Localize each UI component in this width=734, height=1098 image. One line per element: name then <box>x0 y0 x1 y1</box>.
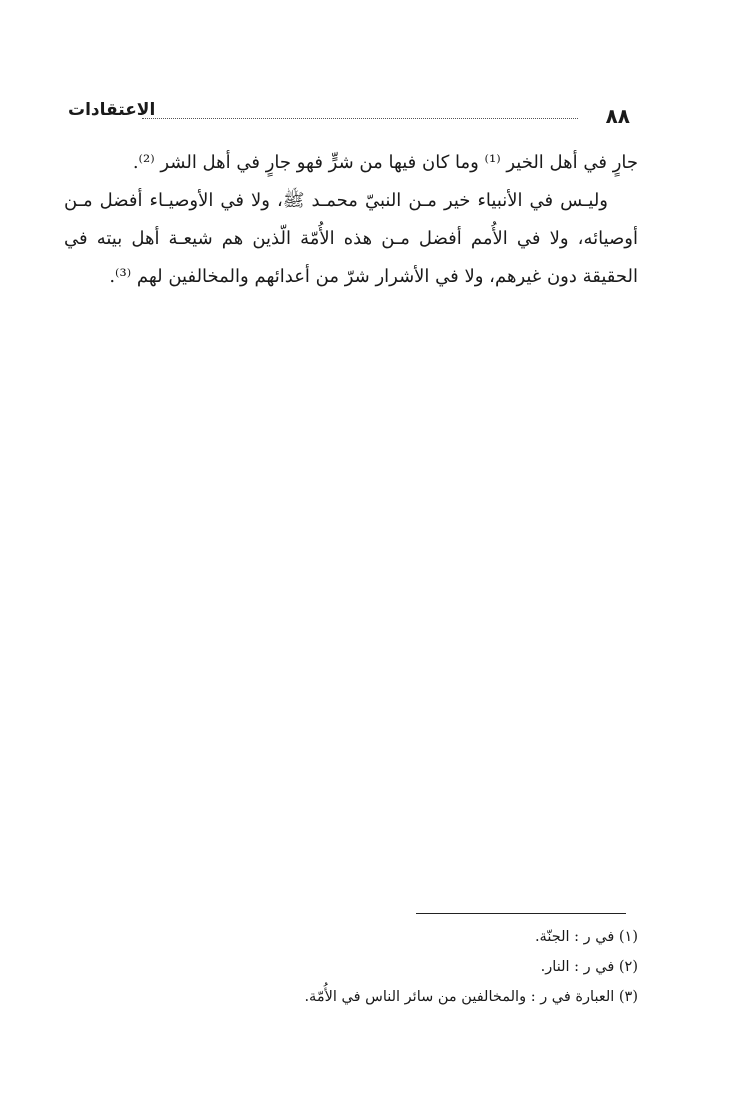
footnote-3: (٣) العبارة في ر : والمخالفين من سائر الناس في الأُمّة. <box>304 989 638 1005</box>
main-text <box>64 144 638 296</box>
running-title: الاعتقادات <box>68 100 156 120</box>
footnote-1: (١) في ر : الجنّة. <box>534 929 638 945</box>
footnote-2: (٢) في ر : النار. <box>540 959 638 975</box>
footnote-separator <box>416 913 626 914</box>
paragraph-continuation: جارٍ في أهل الخير ⁽¹⁾ وما كان فيها من شرٍّ فهو جارٍ في أهل الشر ⁽²⁾. <box>132 152 638 173</box>
footnotes <box>120 922 638 1012</box>
paragraph: وليـس في الأنبياء خير مـن النبيّ محمـد ﷺ، ولا في الأوصيـاء أفضل مـن أوصيائه، ولا في الأُمم أفضل مـن هذه الأُمّة الّذين هم شيعـة أهل بيته في الحقيقة دون غيرهم، ولا في الأشرار شرّ من أعدائهم والمخالفين لهم ⁽³⁾. <box>64 190 638 287</box>
header-leader-dots <box>142 118 578 119</box>
page-number: ٨٨ <box>605 104 630 128</box>
page-header <box>68 98 630 130</box>
